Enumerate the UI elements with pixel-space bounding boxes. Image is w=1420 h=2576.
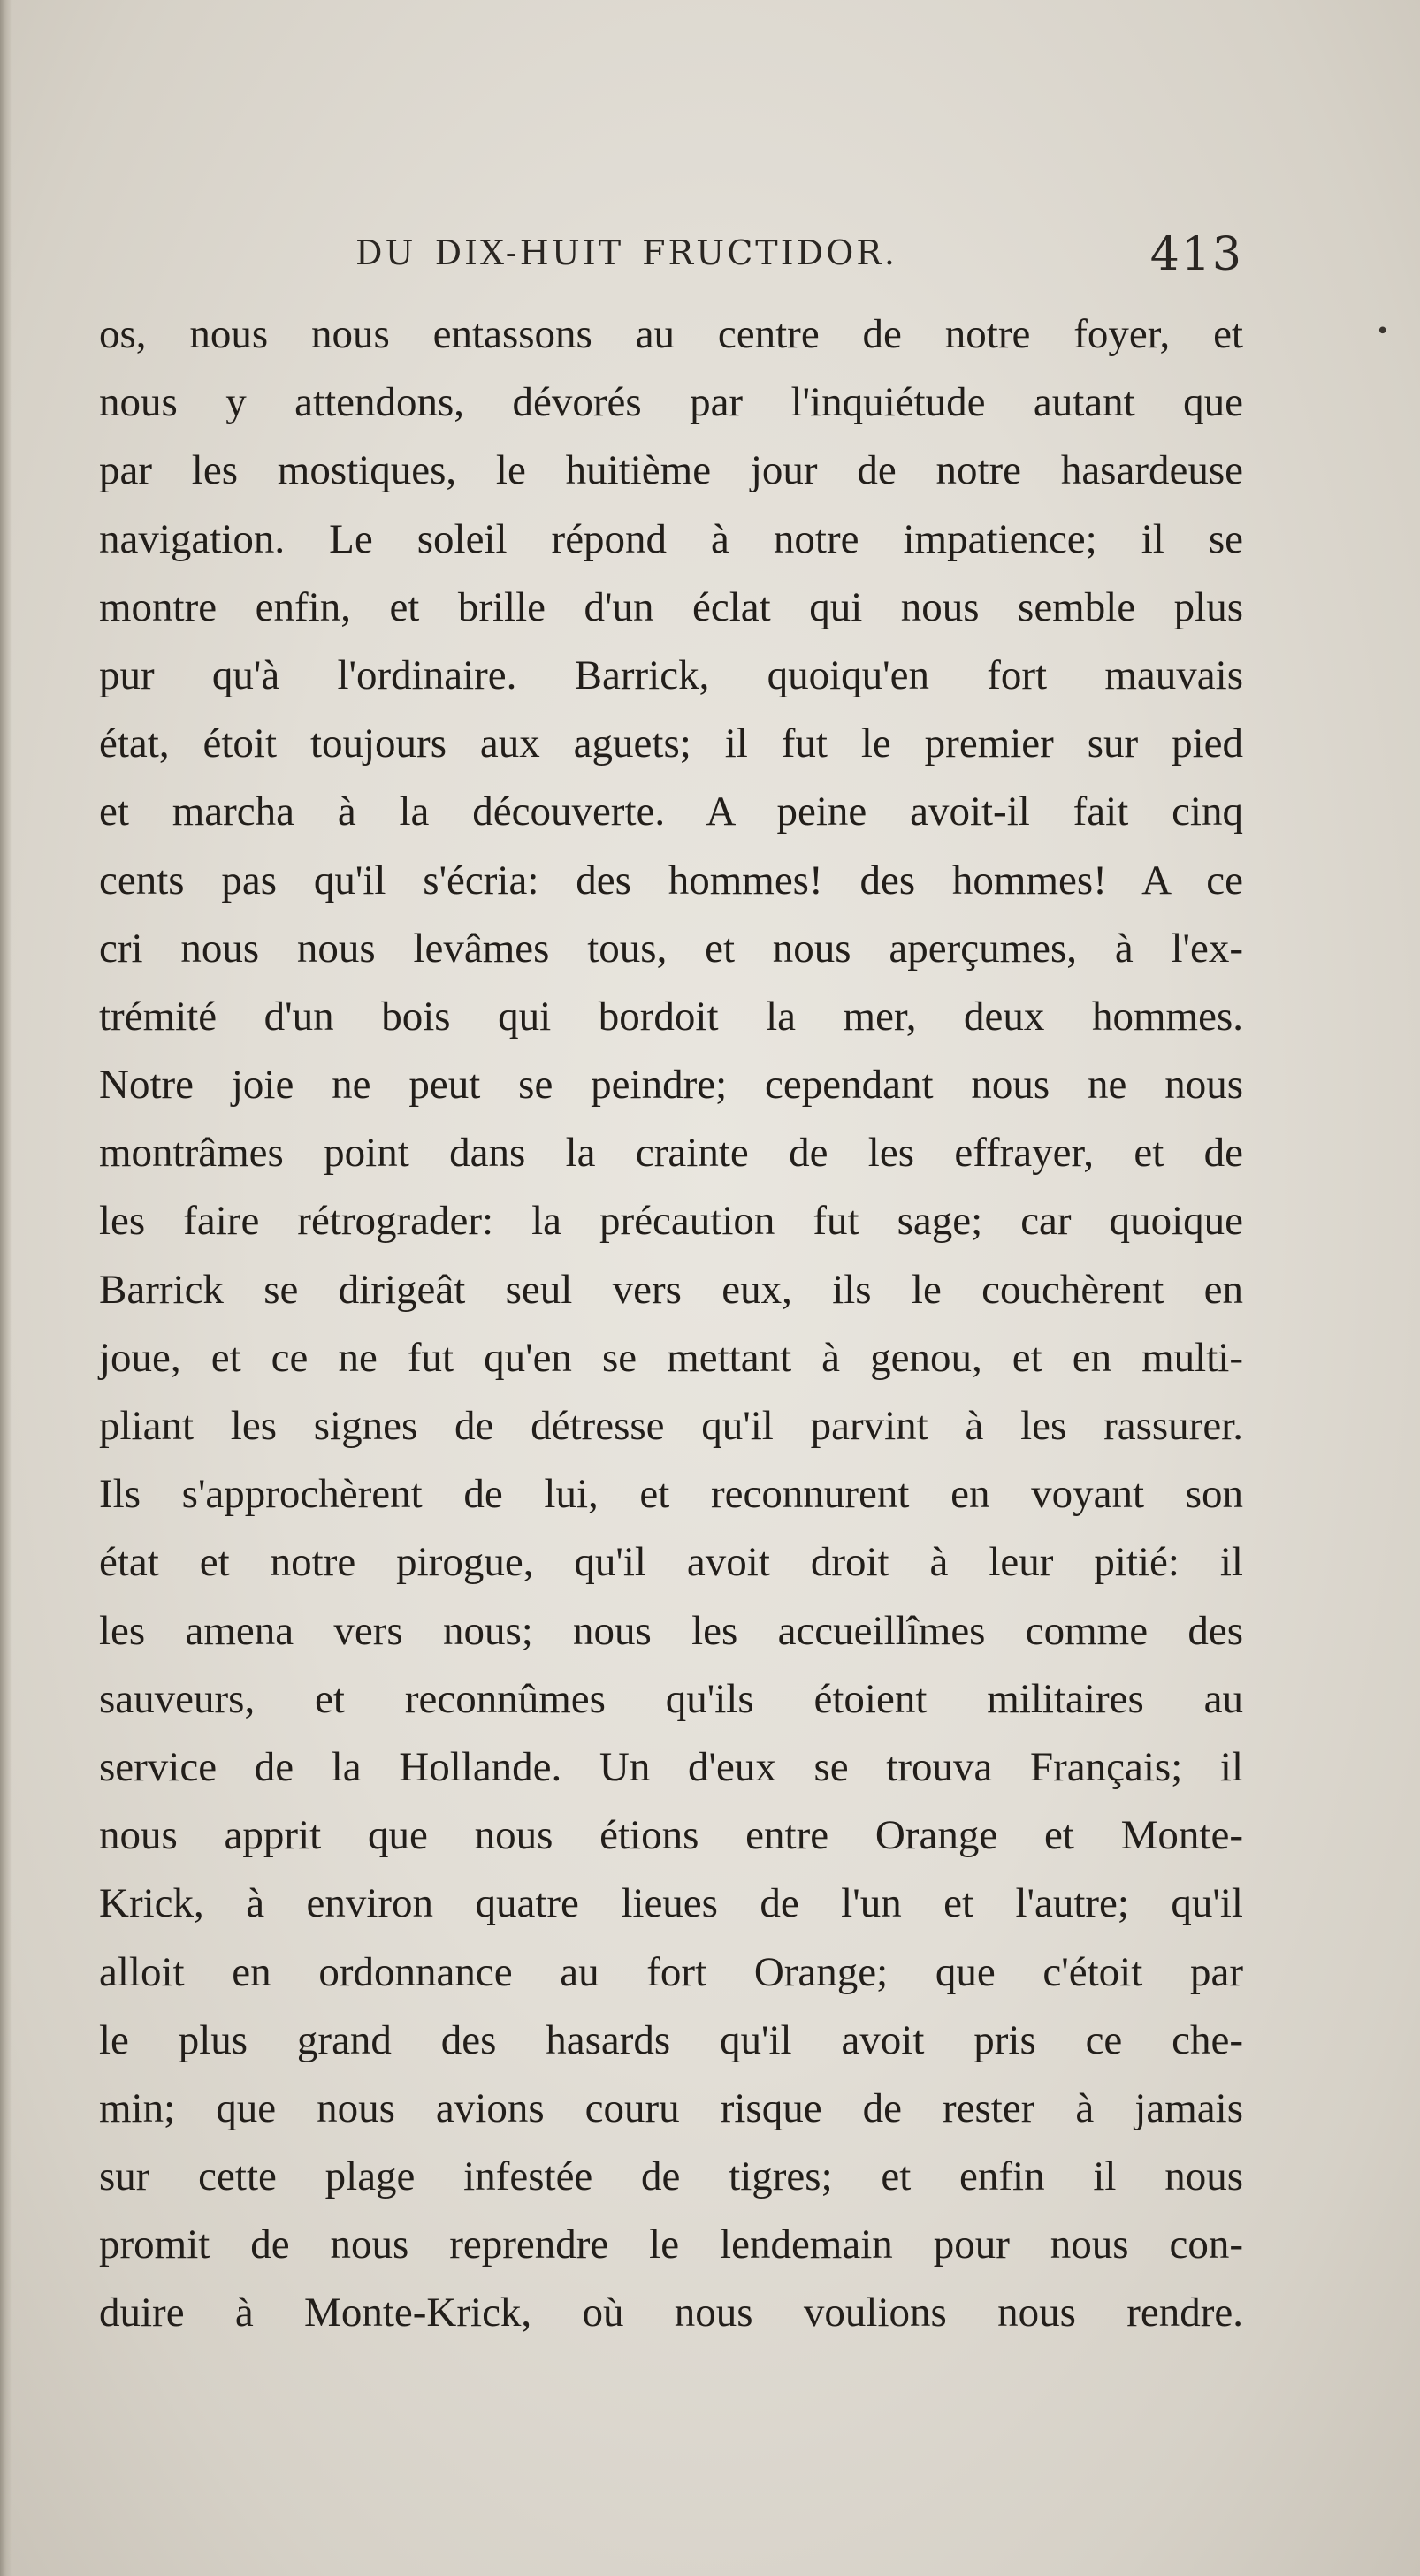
text-line: nous y attendons, dévorés par l'inquiétude autant que	[99, 379, 1243, 426]
text-line: duire à Monte-Krick, où nous voulions nous rendre.	[99, 2290, 1243, 2336]
running-title: DU DIX-HUIT FRUCTIDOR.	[355, 233, 897, 272]
page-gutter-edge	[0, 0, 12, 2576]
text-line: sur cette plage infestée de tigres; et enfin il nous	[99, 2153, 1243, 2200]
page-number: 413	[1149, 228, 1243, 281]
text-line: et marcha à la découverte. A peine avoit-il fait cinq	[99, 789, 1243, 835]
text-line: promit de nous reprendre le lendemain pour nous con-	[99, 2222, 1243, 2268]
margin-mark: •	[1376, 318, 1390, 345]
text-line: pliant les signes de détresse qu'il parvint à les rassurer.	[99, 1403, 1243, 1449]
text-line: service de la Hollande. Un d'eux se trouva Français; il	[99, 1743, 1243, 1790]
text-line: état, étoit toujours aux aguets; il fut le premier sur pied	[99, 720, 1243, 767]
text-line: trémité d'un bois qui bordoit la mer, deux hommes.	[99, 993, 1243, 1040]
text-line: nous apprit que nous étions entre Orange et Monte-	[99, 1812, 1243, 1859]
text-line: montrâmes point dans la crainte de les effrayer, et de	[99, 1130, 1243, 1177]
text-line: joue, et ce ne fut qu'en se mettant à genou, et en multi-	[99, 1334, 1243, 1381]
text-line: os, nous nous entassons au centre de notre foyer, et	[99, 311, 1243, 357]
text-line: les amena vers nous; nous les accueillîmes comme des	[99, 1607, 1243, 1654]
text-line: min; que nous avions couru risque de rester à jamais	[99, 2084, 1243, 2131]
text-line: montre enfin, et brille d'un éclat qui nous semble plus	[99, 583, 1243, 630]
text-line: Ils s'approchèrent de lui, et reconnurent en voyant son	[99, 1471, 1243, 1518]
text-line: état et notre pirogue, qu'il avoit droit à leur pitié: il	[99, 1539, 1243, 1586]
body-text	[99, 301, 1243, 2348]
text-line: cri nous nous levâmes tous, et nous aperçumes, à l'ex-	[99, 925, 1243, 972]
text-line: cents pas qu'il s'écria: des hommes! des hommes! A ce	[99, 857, 1243, 903]
text-line: sauveurs, et reconnûmes qu'ils étoient militaires au	[99, 1675, 1243, 1722]
text-line: Krick, à environ quatre lieues de l'un et l'autre; qu'il	[99, 1880, 1243, 1927]
text-line: navigation. Le soleil répond à notre impatience; il se	[99, 515, 1243, 562]
page-header	[99, 228, 1243, 281]
text-line: alloit en ordonnance au fort Orange; que c'étoit par	[99, 1948, 1243, 1995]
text-line: Notre joie ne peut se peindre; cependant nous ne nous	[99, 1062, 1243, 1109]
text-line: Barrick se dirigeât seul vers eux, ils le couchèrent en	[99, 1266, 1243, 1313]
text-line: par les mostiques, le huitième jour de notre hasardeuse	[99, 447, 1243, 494]
text-line: le plus grand des hasards qu'il avoit pris ce che-	[99, 2016, 1243, 2063]
text-line: pur qu'à l'ordinaire. Barrick, quoiqu'en fort mauvais	[99, 652, 1243, 698]
text-line: les faire rétrograder: la précaution fut sage; car quoique	[99, 1198, 1243, 1245]
